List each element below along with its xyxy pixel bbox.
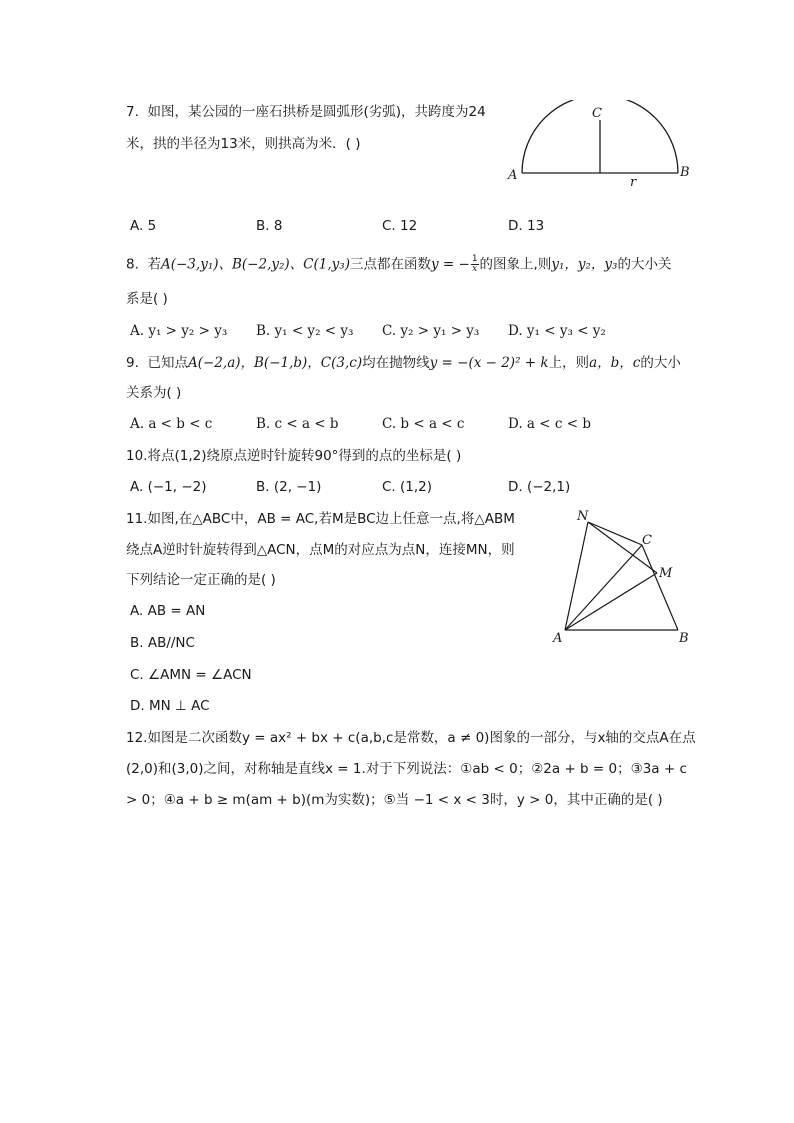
label-B: B [679,631,689,646]
q8-option-b: B. y₁ < y₂ < y₃ [256,323,354,339]
q10-line1 [126,447,461,465]
q7-text-line2: 米，拱的半径为13米，则拱高为米．( ) [126,136,361,152]
q9-vars: a，b，c [589,355,641,371]
q8-text-a: 若 [147,256,161,273]
q7-number: 7. [126,104,139,120]
label-N: N [577,509,589,524]
segment-AC [565,545,642,630]
q7-option-b: B. 8 [256,218,283,234]
q10-text: 将点(1,2)绕原点逆时针旋转90°得到的点的坐标是( ) [147,448,462,464]
q9-number: 9. [126,355,139,371]
q9-points: A(−2,a)，B(−1,b)，C(3,c) [187,355,363,371]
q9-option-c: C. b < a < c [382,416,465,432]
q11-number: 11. [126,511,148,527]
segment-AM [565,573,657,630]
q9-option-a: A. a < b < c [130,416,213,432]
q10-option-d: D. (−2,1) [508,479,571,495]
q8-option-a: A. y₁ > y₂ > y₃ [130,323,228,339]
q11-option-b: B. AB//NC [130,635,195,651]
q9-text-c: 上，则 [548,355,590,371]
q8-frac-den: x [472,264,478,274]
q11-option-d: D. MN ⊥ AC [130,698,210,714]
q7-option-d: D. 13 [508,218,545,234]
q11-option-c: C. ∠AMN = ∠ACN [130,667,252,683]
q9-text-a: 已知点 [147,355,188,371]
label-A: A [508,168,518,183]
q11-line1 [126,510,515,528]
q11-text-line3: 下列结论一定正确的是( ) [126,572,276,588]
q8-text-b: 三点都在函数 [349,256,431,273]
q8-points: A(−3,y₁)、B(−2,y₂)、C(1,y₃) [160,256,350,273]
q10-option-a: A. (−1, −2) [130,479,207,495]
q8-frac-num: 1 [471,254,478,264]
q12-text-line1: 如图是二次函数y = ax² + bx + c(a,b,c是常数，a ≠ 0)图象的一部分，与x轴的交点A在点 [147,730,696,746]
q12-line1 [126,729,696,747]
q8-text-line2: 系是( ) [126,291,168,307]
q9-option-d: D. a < c < b [508,416,591,432]
q9-line1 [126,354,681,372]
q7-arch-figure [500,100,700,190]
q8-number: 8. [126,256,139,273]
q10-number: 10. [126,448,148,464]
q7-line1 [126,103,486,121]
q10-option-b: B. (2, −1) [256,479,322,495]
q8-fraction [471,255,479,274]
q8-function: y = − [430,256,470,273]
q8-text-c: 的图象上,则 [479,256,552,273]
q11-text-line2: 绕点A逆时针旋转得到△ACN，点M的对应点为点N，连接MN，则 [126,542,515,558]
q11-triangle-figure [545,505,705,650]
q12-number: 12. [126,730,148,746]
q9-text-d: 的大小 [640,355,681,371]
label-C: C [592,106,602,121]
q9-text-b: 均在抛物线 [362,355,430,371]
label-B: B [680,165,690,180]
q8-line1 [126,255,671,274]
q11-option-a: A. AB = AN [130,603,206,619]
q8-option-c: C. y₂ > y₁ > y₃ [382,323,480,339]
q8-option-d: D. y₁ < y₃ < y₂ [508,323,606,339]
q9-parabola: y = −(x − 2)² + k [429,355,549,371]
q7-text-line1: 如图，某公园的一座石拱桥是圆弧形(劣弧)，共跨度为24 [147,104,486,120]
q7-option-a: A. 5 [130,218,157,234]
q12-text-line2: (2,0)和(3,0)之间，对称轴是直线x = 1.对于下列说法：①ab < 0；②2a + b = 0；③3a + c [126,761,687,777]
q9-option-b: B. c < a < b [256,416,339,432]
segment-BC [642,545,678,630]
q11-text-line1: 如图,在△ABC中，AB = AC,若M是BC边上任意一点,将△ABM [147,511,515,527]
label-C: C [642,533,652,548]
label-A: A [553,631,563,646]
q9-text-line2: 关系为( ) [126,385,182,401]
q7-option-c: C. 12 [382,218,418,234]
q10-option-c: C. (1,2) [382,479,433,495]
label-M: M [659,566,673,581]
q8-text-d: 的大小关 [617,256,672,273]
segment-NA [565,522,588,630]
q8-vars: y₁，y₂，y₃ [551,256,618,273]
label-r: r [630,175,637,190]
q12-text-line3: > 0；④a + b ≥ m(am + b)(m为实数)；⑤当 −1 < x < 3时，y > 0，其中正确的是( ) [126,792,663,808]
